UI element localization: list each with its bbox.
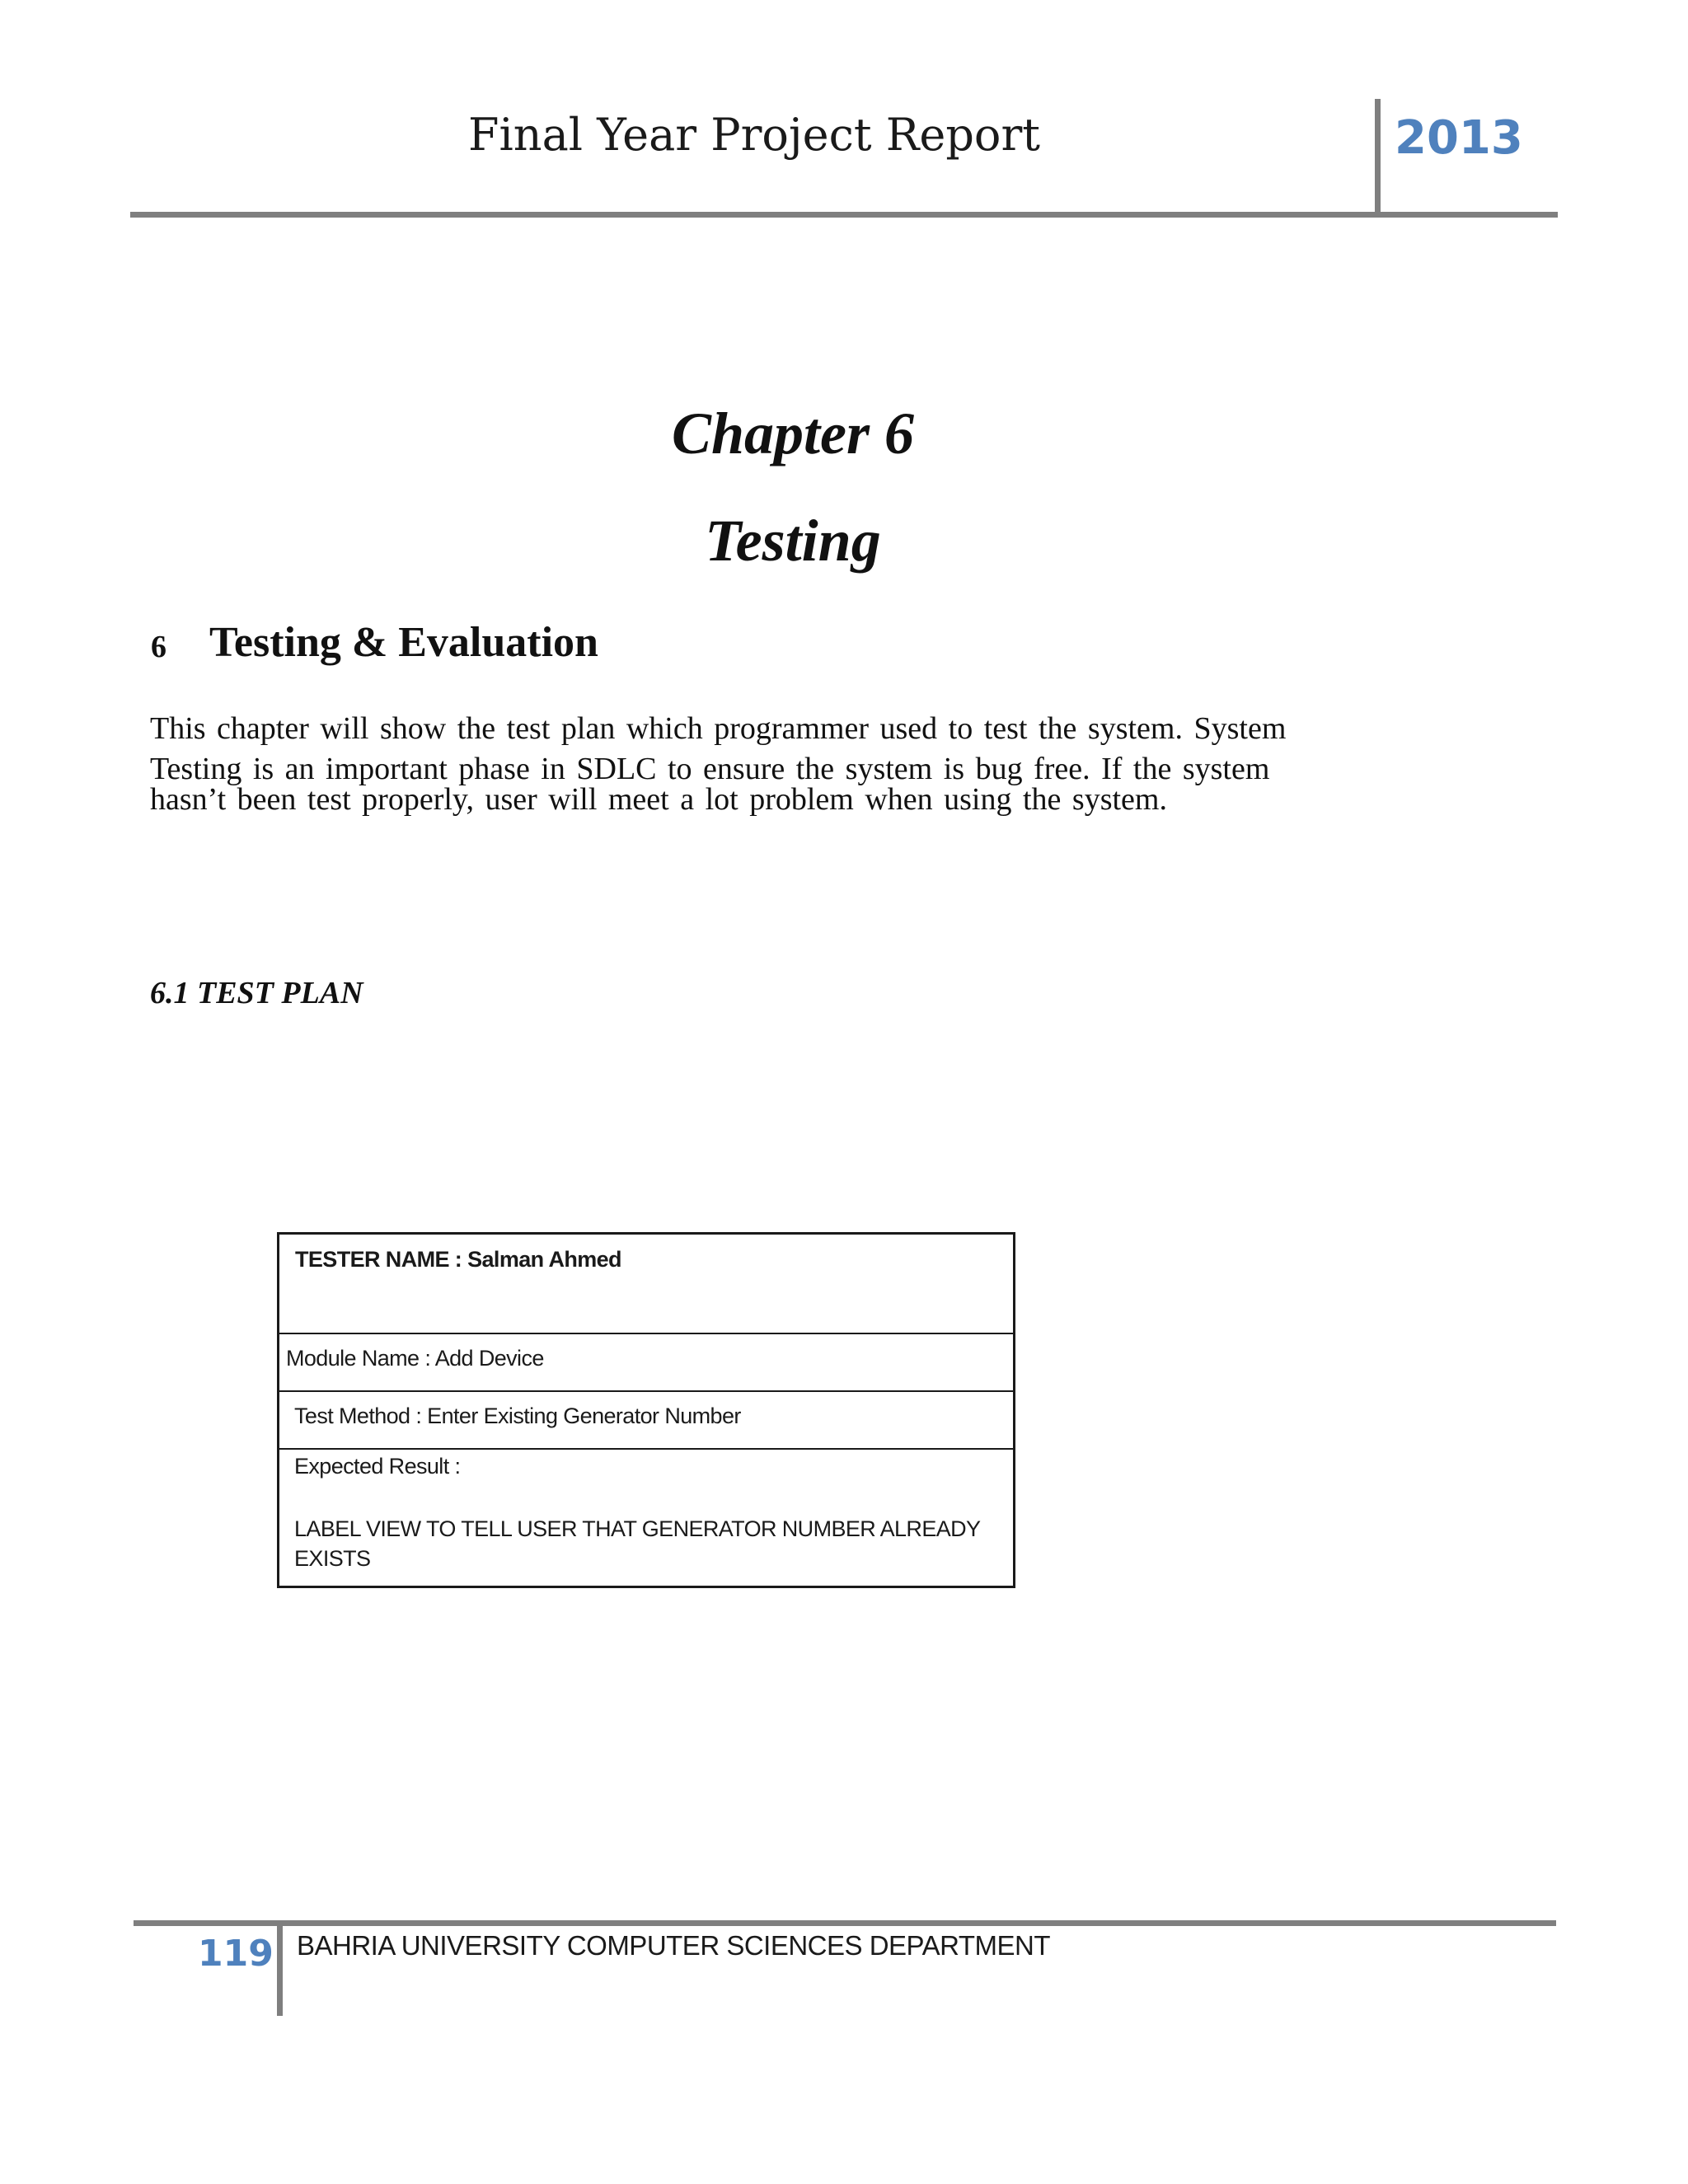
table-row <box>279 1392 1013 1450</box>
page-number: 119 <box>198 1933 274 1975</box>
header-divider <box>1375 99 1381 218</box>
table-row <box>279 1334 1013 1392</box>
footer-rule <box>134 1920 1556 1926</box>
subsection-title: 6.1 TEST PLAN <box>150 976 363 1010</box>
table-row <box>279 1235 1013 1334</box>
table-row <box>279 1450 1013 1586</box>
body-text-line: hasn’t been test properly, user will meet a lot problem when using the system. <box>150 782 1167 817</box>
department-name: BAHRIA UNIVERSITY COMPUTER SCIENCES DEPARTMENT <box>297 1930 1050 1961</box>
header-rule <box>130 212 1558 218</box>
expected-result-value: LABEL VIEW TO TELL USER THAT GENERATOR NUMBER ALREADY EXISTS <box>294 1516 980 1571</box>
test-method: Test Method : Enter Existing Generator Number <box>294 1404 741 1428</box>
section-number: 6 <box>151 630 166 664</box>
test-plan-table <box>277 1232 1015 1588</box>
module-name: Module Name : Add Device <box>286 1346 544 1371</box>
report-year: 2013 <box>1395 111 1523 165</box>
tester-name: TESTER NAME : Salman Ahmed <box>295 1247 621 1272</box>
section-title: Testing & Evaluation <box>209 619 598 666</box>
expected-result-label: Expected Result : <box>294 1454 461 1479</box>
chapter-title: Testing <box>705 508 881 574</box>
body-text-line: This chapter will show the test plan which programmer used to test the system. System <box>150 711 1287 746</box>
body-text-line: Testing is an important phase in SDLC to ensure the system is bug free. If the system <box>150 752 1270 786</box>
footer-divider <box>277 1925 283 2016</box>
report-title: Final Year Project Report <box>468 109 1040 161</box>
chapter-number: Chapter 6 <box>671 401 915 466</box>
